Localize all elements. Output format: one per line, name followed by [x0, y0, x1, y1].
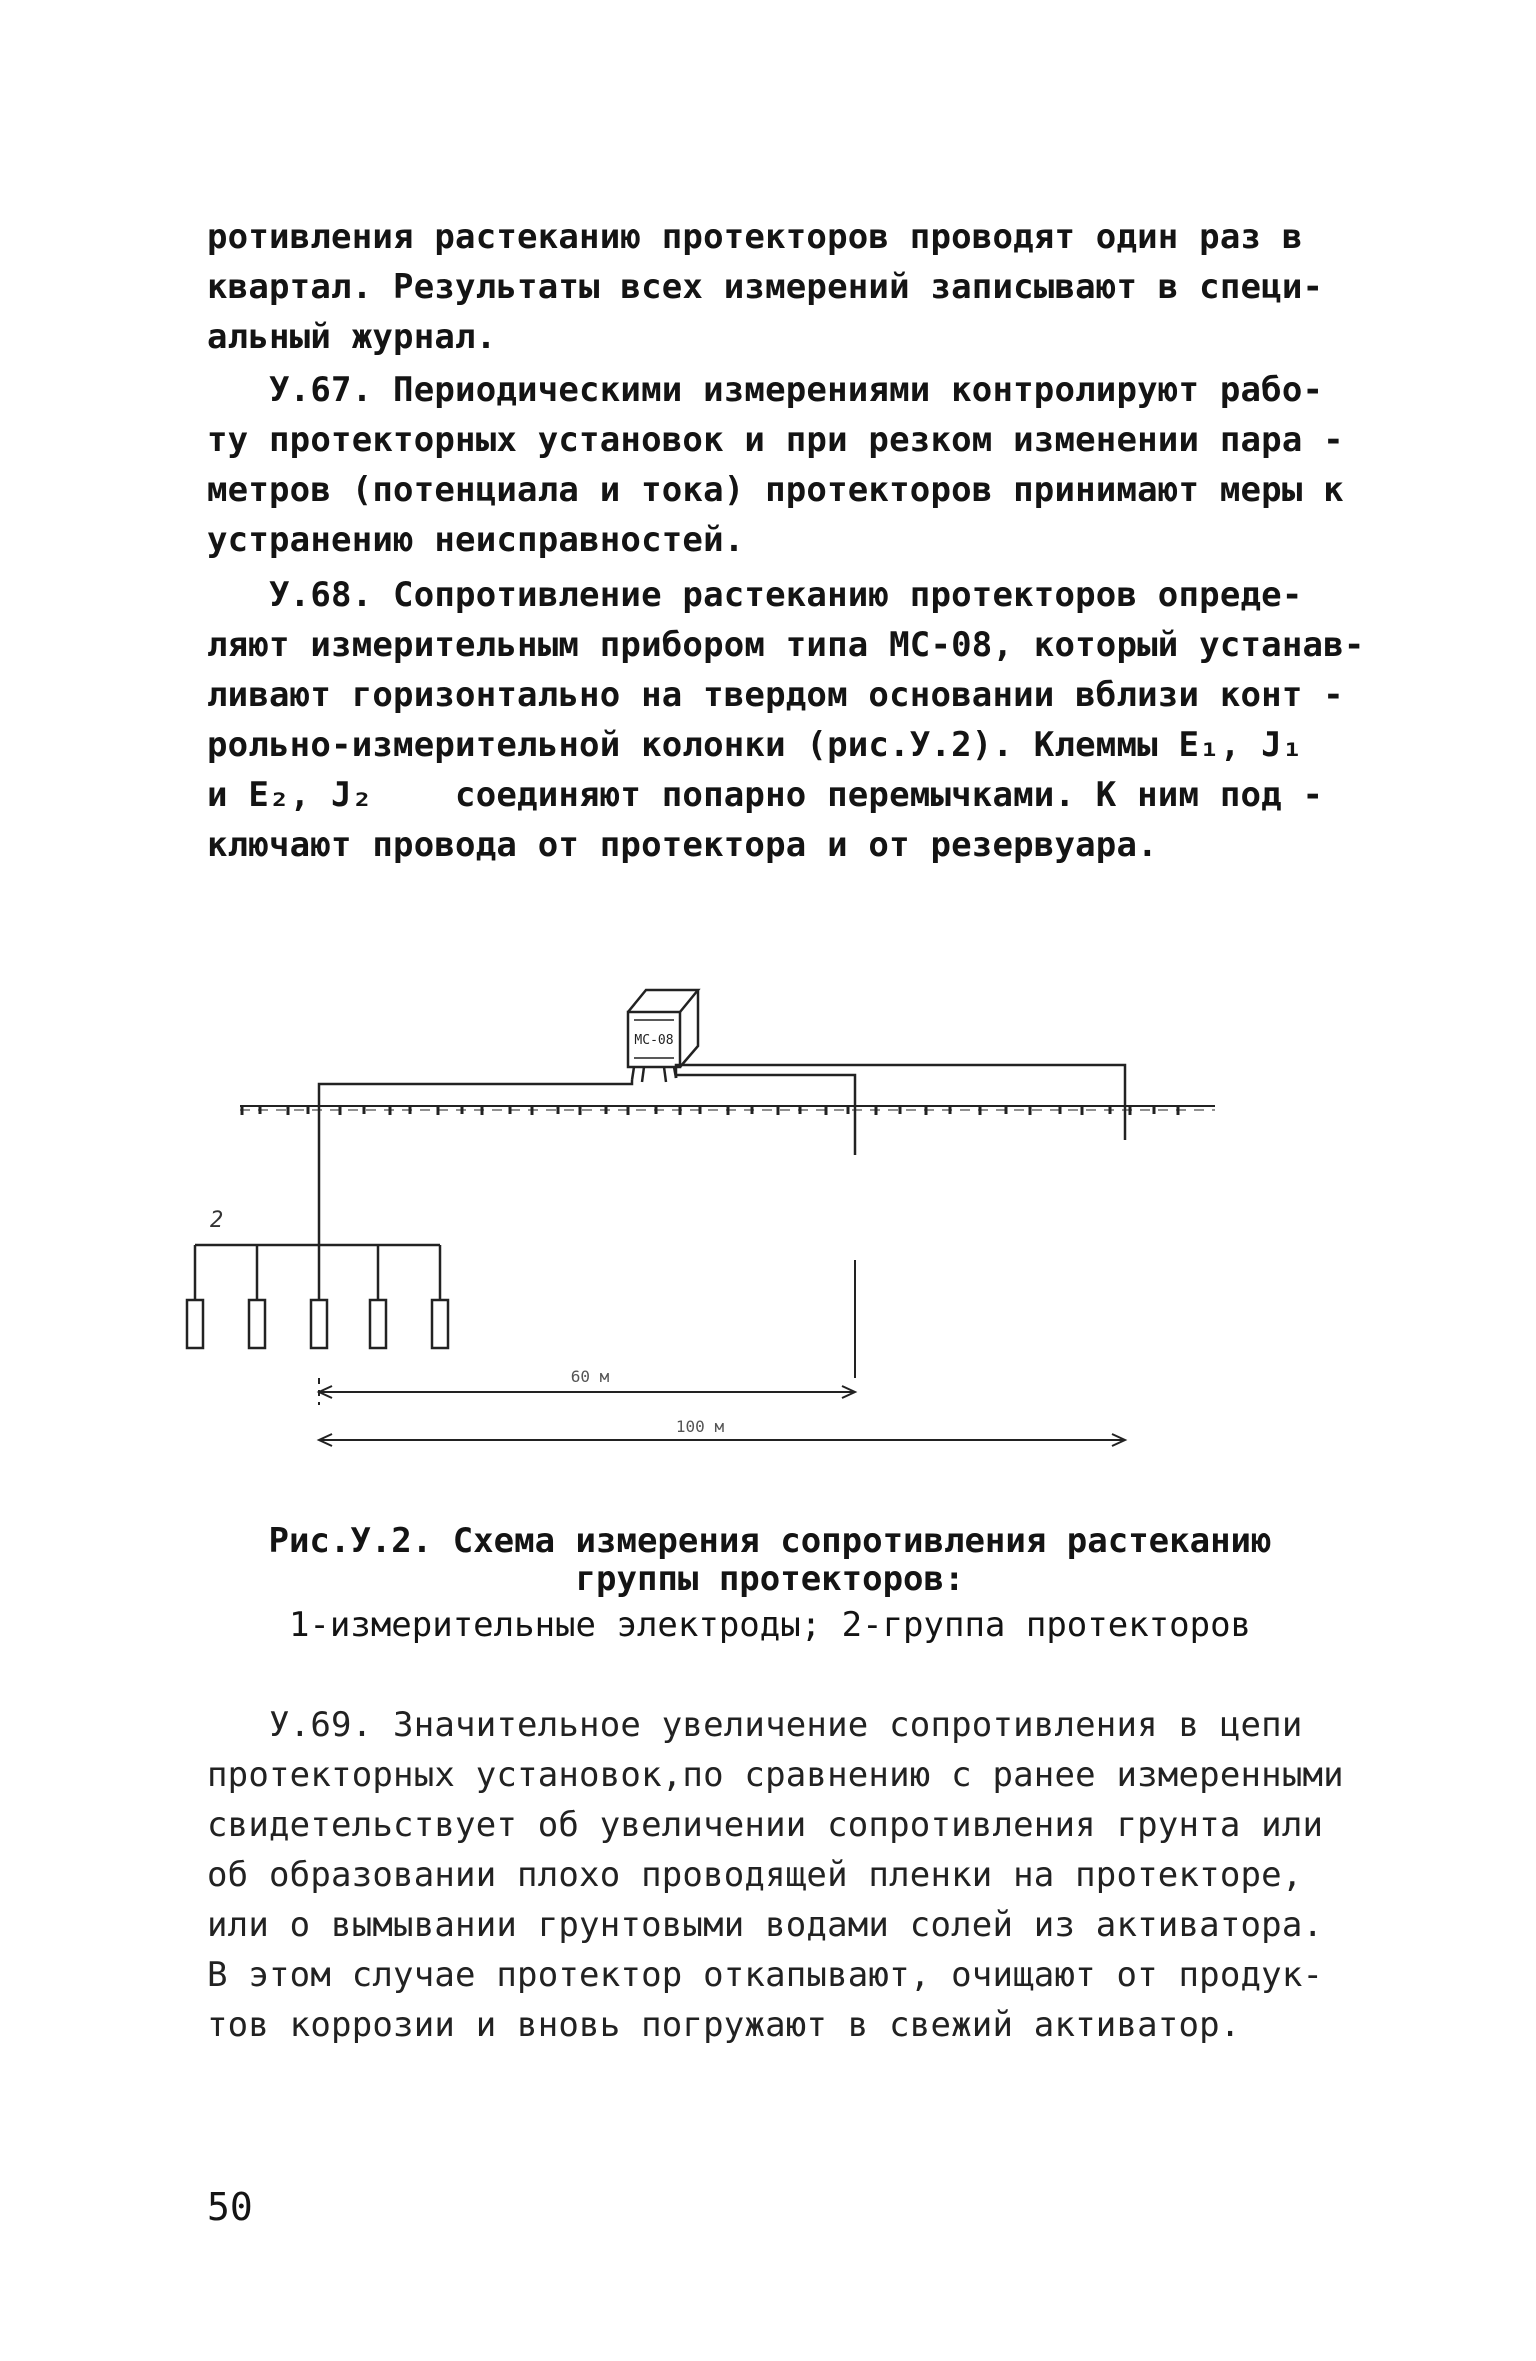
measurement-diagram [210, 960, 1330, 1500]
text-line: В этом случае протектор откапывают, очищают от продук- [207, 1955, 1324, 1995]
text-line: У.67. Периодическими измерениями контролируют рабо- [207, 370, 1324, 410]
device-label: МС-08 [634, 1033, 674, 1048]
text-line: ключают провода от протектора и от резервуара. [207, 825, 1158, 865]
protector [249, 1300, 265, 1348]
page-number: 50 [207, 2185, 253, 2229]
label-protector-group: 2 [210, 1208, 224, 1233]
ground-surface [240, 1106, 1215, 1115]
text-line: протекторных установок,по сравнению с ранее измеренными [207, 1755, 1344, 1795]
protector [311, 1300, 327, 1348]
text-line: и E₂, J₂ соединяют попарно перемычками. К ним под - [207, 775, 1324, 815]
text-line: ту протекторных установок и при резком изменении пара - [207, 420, 1344, 460]
dimension-60m: 60 м [570, 1367, 610, 1386]
protector [370, 1300, 386, 1348]
text-line: устранению неисправностей. [207, 520, 745, 560]
paragraph-67 [207, 365, 1344, 565]
remote-electrode [855, 1080, 1125, 1155]
paragraph-69 [207, 1700, 1344, 2050]
text-line: квартал. Результаты всех измерений записывают в специ- [207, 267, 1324, 307]
text-line: метров (потенциала и тока) протекторов принимают меры к [207, 470, 1344, 510]
text-line: У.68. Сопротивление растеканию протекторов опреде- [207, 575, 1303, 615]
protector [432, 1300, 448, 1348]
text-line: ляют измерительным прибором типа МС-08, который устанав- [207, 625, 1365, 665]
text-line: ливают горизонтально на твердом основании вблизи конт - [207, 675, 1344, 715]
protector [187, 1300, 203, 1348]
figure-caption-subtitle: группы протекторов: [575, 1559, 965, 1599]
text-line: ротивления растеканию протекторов проводят один раз в [207, 217, 1303, 257]
connection-wires [319, 1065, 1125, 1245]
text-line: рольно-измерительной колонки (рис.У.2). Клеммы E₁, J₁ [207, 725, 1303, 765]
protector-group [187, 1245, 448, 1348]
measuring-device [628, 990, 698, 1082]
text-line: об образовании плохо проводящей пленки на протекторе, [207, 1855, 1303, 1895]
text-line: или о вымывании грунтовыми водами солей из активатора. [207, 1905, 1324, 1945]
figure-caption-legend: 1-измерительные электроды; 2-группа протекторов [288, 1605, 1252, 1645]
paragraph-68 [207, 570, 1365, 870]
paragraph-top [207, 212, 1337, 362]
figure-caption-title: Рис.У.2. Схема измерения сопротивления растеканию [268, 1521, 1272, 1561]
text-line: тов коррозии и вновь погружают в свежий активатор. [207, 2005, 1241, 2045]
text-line: У.69. Значительное увеличение сопротивления в цепи [207, 1705, 1303, 1745]
dimension-100m: 100 м [675, 1417, 725, 1436]
text-line: свидетельствует об увеличении сопротивления грунта или [207, 1805, 1324, 1845]
text-line: альный журнал. [207, 317, 497, 357]
